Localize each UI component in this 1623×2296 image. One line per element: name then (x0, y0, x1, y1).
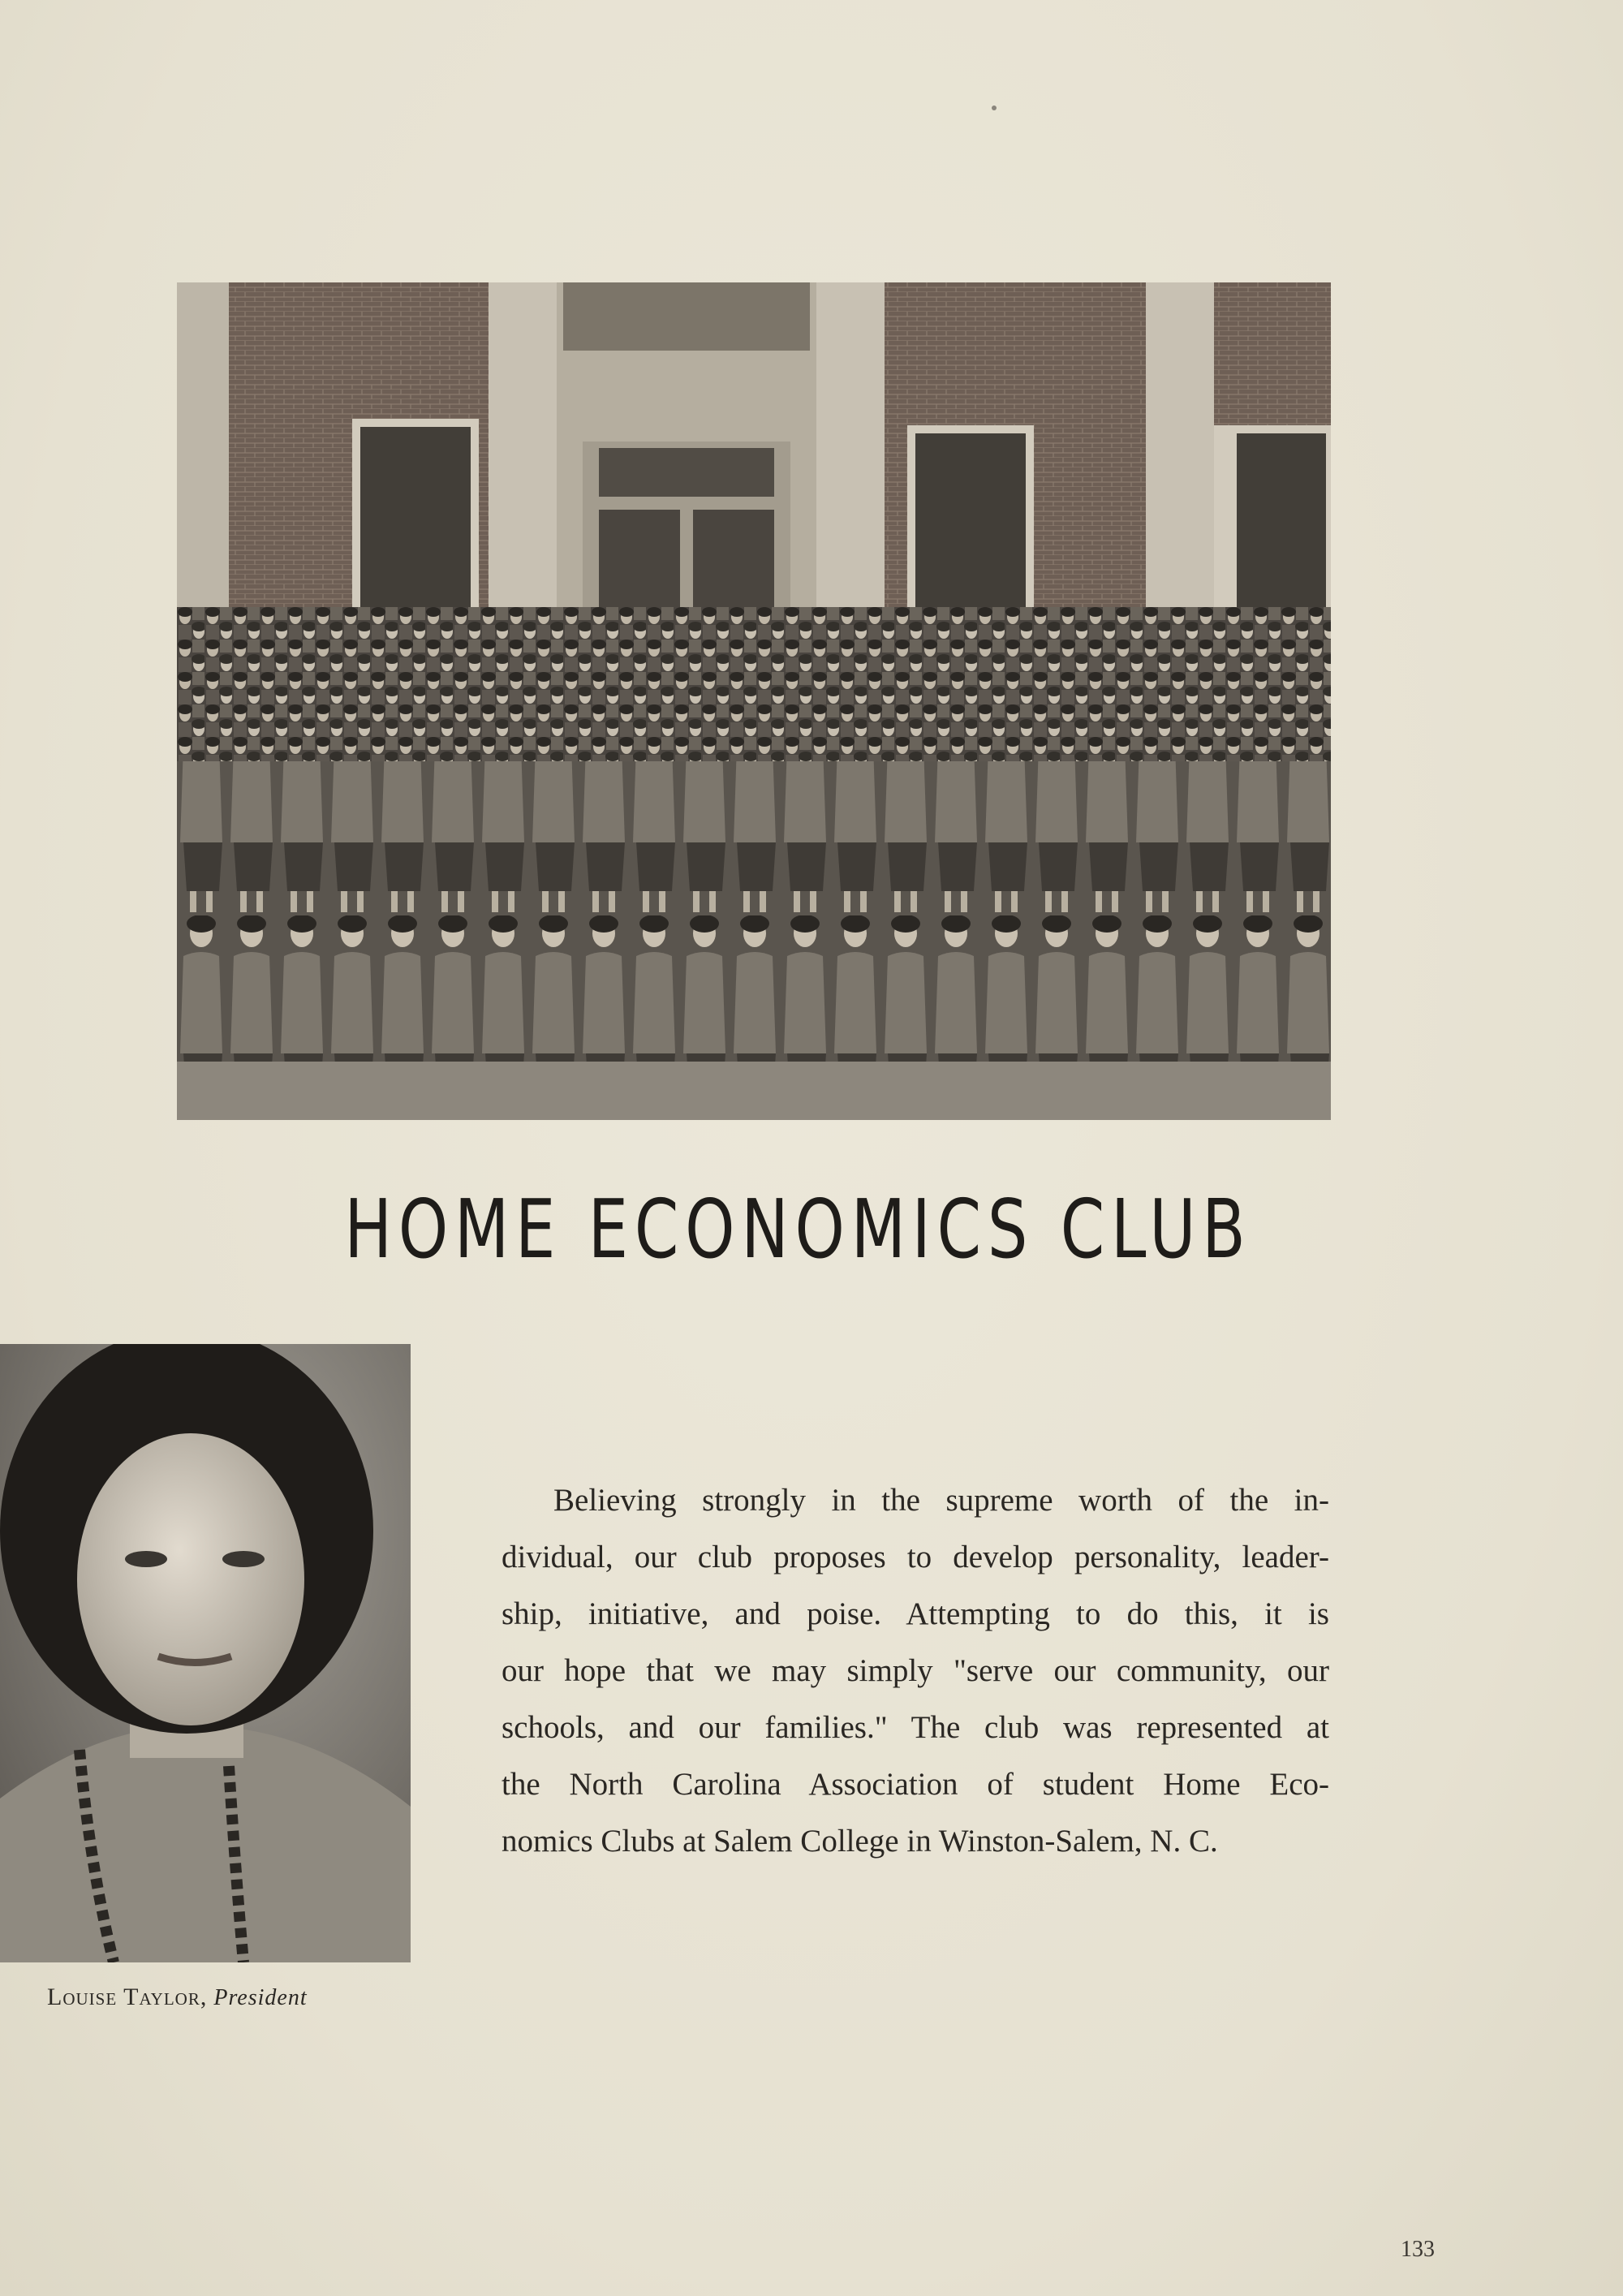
group-photo (177, 282, 1331, 1120)
paper-speck (992, 106, 997, 110)
caption-role: President (213, 1985, 308, 2010)
president-portrait (0, 1344, 411, 1962)
portrait-caption (47, 1984, 308, 2016)
paragraph-line: dividual, our club proposes to develop personality, leader- (502, 1540, 1329, 1574)
caption-name: Louise Taylor, (47, 1984, 208, 2010)
paragraph-line: our hope that we may simply "serve our community, our (502, 1653, 1329, 1688)
club-description (502, 1472, 1329, 1870)
page-number: 133 (1401, 2237, 1435, 2262)
paragraph-line: nomics Clubs at Salem College in Winston-Salem, N. C. (502, 1824, 1218, 1859)
paragraph-line: the North Carolina Association of student Home Eco- (502, 1767, 1329, 1802)
paragraph-line: Believing strongly in the supreme worth of the in- (553, 1483, 1329, 1518)
paragraph-line: schools, and our families." The club was represented at (502, 1710, 1329, 1745)
paragraph-line: ship, initiative, and poise. Attempting to do this, it is (502, 1596, 1329, 1631)
page-title: HOME ECONOMICS CLUB (344, 1182, 1252, 1277)
